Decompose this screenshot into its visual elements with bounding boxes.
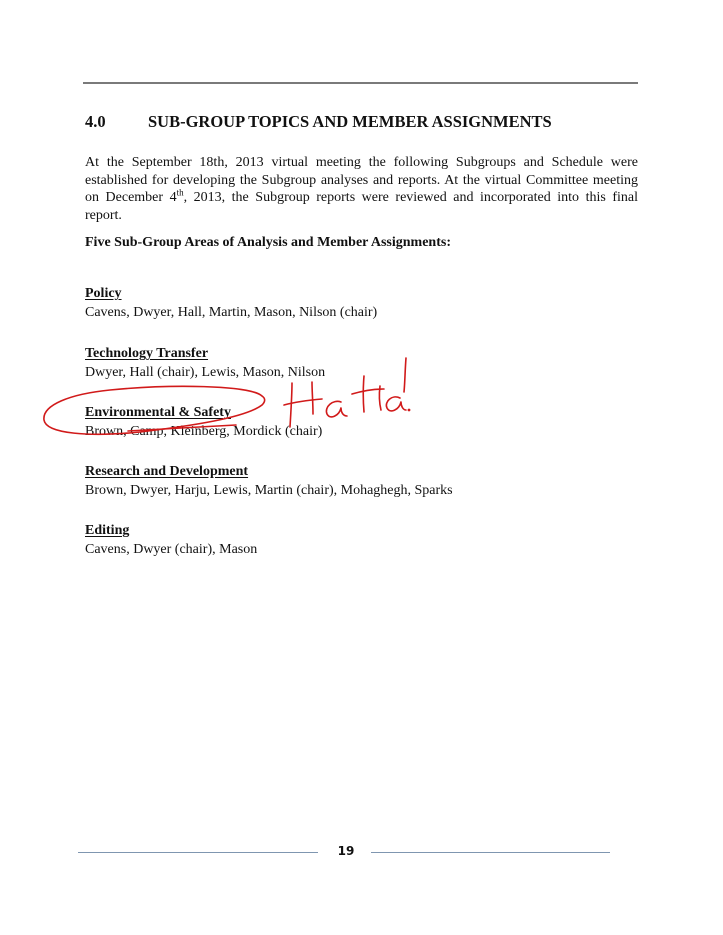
intro-text-2: , 2013, the Subgroup reports were reviewed and incorporated into this final report. xyxy=(85,190,638,223)
group-policy xyxy=(85,284,377,322)
header-rule xyxy=(83,82,638,84)
group-members: Dwyer, Hall (chair), Lewis, Mason, Nilson xyxy=(85,365,326,380)
intro-paragraph xyxy=(85,154,638,224)
group-technology-transfer xyxy=(85,344,325,382)
section-heading xyxy=(85,112,552,132)
section-title: SUB-GROUP TOPICS AND MEMBER ASSIGNMENTS xyxy=(148,112,552,131)
group-editing xyxy=(85,521,257,559)
page-number: 19 xyxy=(337,844,355,858)
group-members: Cavens, Dwyer (chair), Mason xyxy=(85,542,258,557)
footer-rule-right xyxy=(371,852,610,853)
section-number: 4.0 xyxy=(85,112,106,131)
group-members: Brown, Camp, Kleinberg, Mordick (chair) xyxy=(85,424,323,439)
intro-superscript: th xyxy=(176,187,184,198)
group-title: Policy xyxy=(85,286,122,301)
intro-text-1: At the September 18th, 2013 virtual meeting the following Subgroups and Schedule were established for developing the Subgroup analyses and reports. At the virtual Committee meeting on December 4 xyxy=(85,155,638,205)
group-title: Research and Development xyxy=(85,464,249,479)
footer-rule-left xyxy=(78,852,318,853)
group-title: Technology Transfer xyxy=(85,346,209,361)
group-title: Editing xyxy=(85,523,130,538)
group-research-development xyxy=(85,462,453,500)
group-title: Environmental & Safety xyxy=(85,405,231,420)
subgroup-areas-heading: Five Sub-Group Areas of Analysis and Member Assignments: xyxy=(85,235,451,250)
group-members: Cavens, Dwyer, Hall, Martin, Mason, Nilson (chair) xyxy=(85,305,378,320)
group-environmental-safety xyxy=(85,403,322,441)
group-members: Brown, Dwyer, Harju, Lewis, Martin (chair), Mohaghegh, Sparks xyxy=(85,483,453,498)
